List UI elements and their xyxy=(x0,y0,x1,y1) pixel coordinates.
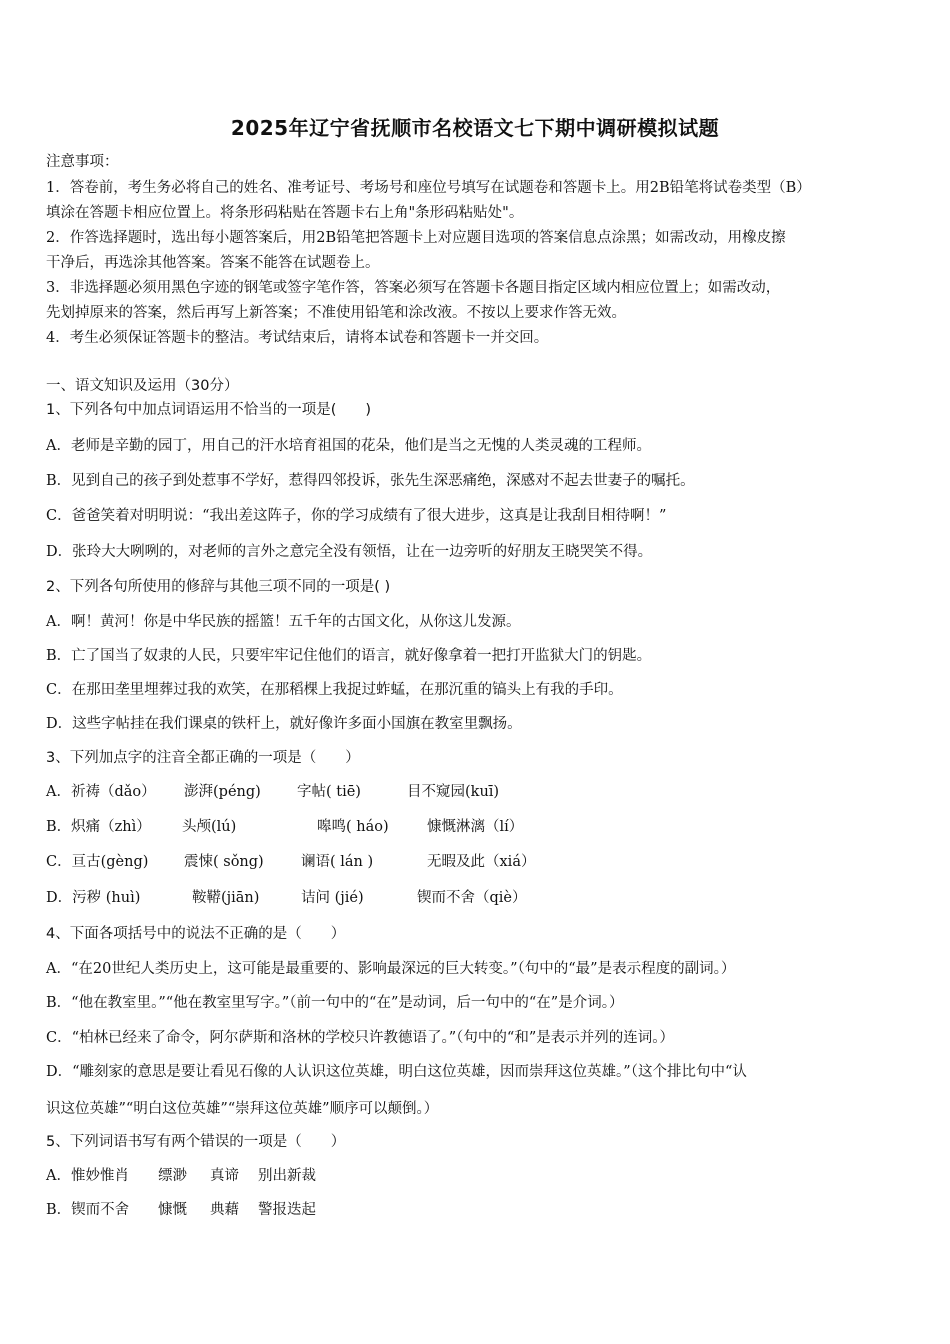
option-term: 警报迭起 xyxy=(258,1202,316,1218)
question-1-option-b: B．见到自己的孩子到处惹事不学好，惹得四邻投诉，张先生深恶痛绝，深感对不起去世妻子的嘱托。 xyxy=(46,473,695,489)
question-2-stem: 2、下列各句所使用的修辞与其他三项不同的一项是( ) xyxy=(46,579,391,595)
question-1-option-a: A．老师是辛勤的园丁，用自己的汗水培育祖国的花朵，他们是当之无愧的人类灵魂的工程师。 xyxy=(46,438,651,454)
option-term: 诘问 (jié) xyxy=(301,890,364,906)
question-5-stem: 5、下列词语书写有两个错误的一项是（ ） xyxy=(46,1134,346,1150)
question-4-option-d-cont: 识这位英雄”“明白这位英雄”“崇拜这位英雄”顺序可以颠倒。） xyxy=(46,1101,439,1117)
page-title: 2025年辽宁省抚顺市名校语文七下期中调研模拟试题 xyxy=(230,116,720,140)
question-1-option-d: D．张玲大大咧咧的，对老师的言外之意完全没有领悟，让在一边旁听的好朋友王晓哭笑不得。 xyxy=(46,544,653,560)
question-3-option-c xyxy=(46,852,906,872)
question-1-option-c: C．爸爸笑着对明明说：“我出差这阵子，你的学习成绩有了很大进步，这真是让我刮目相待啊！” xyxy=(46,508,667,524)
question-4-option-d: D．“雕刻家的意思是要让看见石像的人认识这位英雄，明白这位英雄，因而崇拜这位英雄。”（这个排比句中“认 xyxy=(46,1064,747,1080)
option-term: A．惟妙惟肖 xyxy=(46,1168,129,1184)
notice-line: 填涂在答题卡相应位置上。将条形码粘贴在答题卡右上角"条形码粘贴处"。 xyxy=(46,205,524,221)
question-2-option-b: B．亡了国当了奴隶的人民，只要牢牢记住他们的语言，就好像拿着一把打开监狱大门的钥匙。 xyxy=(46,648,652,664)
option-term: C．亘古(gèng) xyxy=(46,854,149,870)
option-term: 嗥鸣( háo) xyxy=(317,819,389,835)
question-2-option-a: A．啊！黄河！你是中华民族的摇篮！五千年的古国文化，从你这儿发源。 xyxy=(46,614,521,630)
notice-line: 2．作答选择题时，选出每小题答案后，用2B铅笔把答题卡上对应题目选项的答案信息点涂黑；如需改动，用橡皮擦 xyxy=(46,230,786,246)
question-5-option-b xyxy=(46,1200,906,1220)
option-term: 鞍鞯(jiān) xyxy=(192,890,260,906)
option-term: 目不窥园(kuī) xyxy=(407,784,500,800)
notice-line: 先划掉原来的答案，然后再写上新答案；不准使用铅笔和涂改液。不按以上要求作答无效。 xyxy=(46,305,626,321)
option-term: B．锲而不舍 xyxy=(46,1202,130,1218)
option-term: 真谛 xyxy=(210,1168,239,1184)
option-term: B．炽痛（zhì） xyxy=(46,819,151,835)
section-heading: 一、语文知识及运用（30分） xyxy=(46,378,239,394)
question-4-option-c: C．“柏林已经来了命令，阿尔萨斯和洛林的学校只许教德语了。”（句中的“和”是表示并列的连词。） xyxy=(46,1030,674,1046)
option-term: 头颅(lú) xyxy=(182,819,237,835)
option-term: 无暇及此（xiá） xyxy=(427,854,536,870)
question-2-option-c: C．在那田垄里埋葬过我的欢笑，在那稻棵上我捉过蚱蜢，在那沉重的镐头上有我的手印。 xyxy=(46,682,623,698)
question-5-option-a xyxy=(46,1166,906,1186)
option-term: 谰语( lán ) xyxy=(301,854,374,870)
question-3-option-d xyxy=(46,888,906,908)
option-term: D．污秽 (huì) xyxy=(46,890,141,906)
option-term: 澎湃(péng) xyxy=(184,784,261,800)
question-3-stem: 3、下列加点字的注音全都正确的一项是（ ） xyxy=(46,750,360,766)
option-term: 慷慨 xyxy=(158,1202,187,1218)
question-4-stem: 4、下面各项括号中的说法不正确的是（ ） xyxy=(46,926,346,942)
notice-line: 3．非选择题必须用黑色字迹的钢笔或签字笔作答，答案必须写在答题卡各题目指定区域内相应位置上；如需改动， xyxy=(46,280,781,296)
option-term: A．祈祷（dǎo） xyxy=(46,784,156,800)
question-1-stem: 1、下列各句中加点词语运用不恰当的一项是( ) xyxy=(46,402,372,418)
notice-line: 1．答卷前，考生务必将自己的姓名、准考证号、考场号和座位号填写在试题卷和答题卡上。用2B铅笔将试卷类型（B） xyxy=(46,180,811,196)
notice-heading: 注意事项： xyxy=(46,154,119,170)
option-term: 锲而不舍（qiè） xyxy=(417,890,527,906)
notice-line: 4．考生必须保证答题卡的整洁。考试结束后，请将本试卷和答题卡一并交回。 xyxy=(46,330,549,346)
question-3-option-a xyxy=(46,782,906,802)
option-term: 慷慨淋漓（lí） xyxy=(427,819,524,835)
option-term: 缥渺 xyxy=(158,1168,187,1184)
option-term: 震悚( sǒng) xyxy=(184,854,264,870)
option-term: 字帖( tiē) xyxy=(297,784,361,800)
question-4-option-a: A．“在20世纪人类历史上，这可能是最重要的、影响最深远的巨大转变。”（句中的“最”是表示程度的副词。） xyxy=(46,961,736,977)
notice-line: 干净后，再选涂其他答案。答案不能答在试题卷上。 xyxy=(46,255,380,271)
option-term: 典藉 xyxy=(210,1202,239,1218)
question-3-option-b xyxy=(46,817,906,837)
question-2-option-d: D．这些字帖挂在我们课桌的铁杆上，就好像许多面小国旗在教室里飘扬。 xyxy=(46,716,522,732)
option-term: 别出新裁 xyxy=(258,1168,316,1184)
question-4-option-b: B．“他在教室里。”“他在教室里写字。”（前一句中的“在”是动词，后一句中的“在”是介词。） xyxy=(46,995,624,1011)
